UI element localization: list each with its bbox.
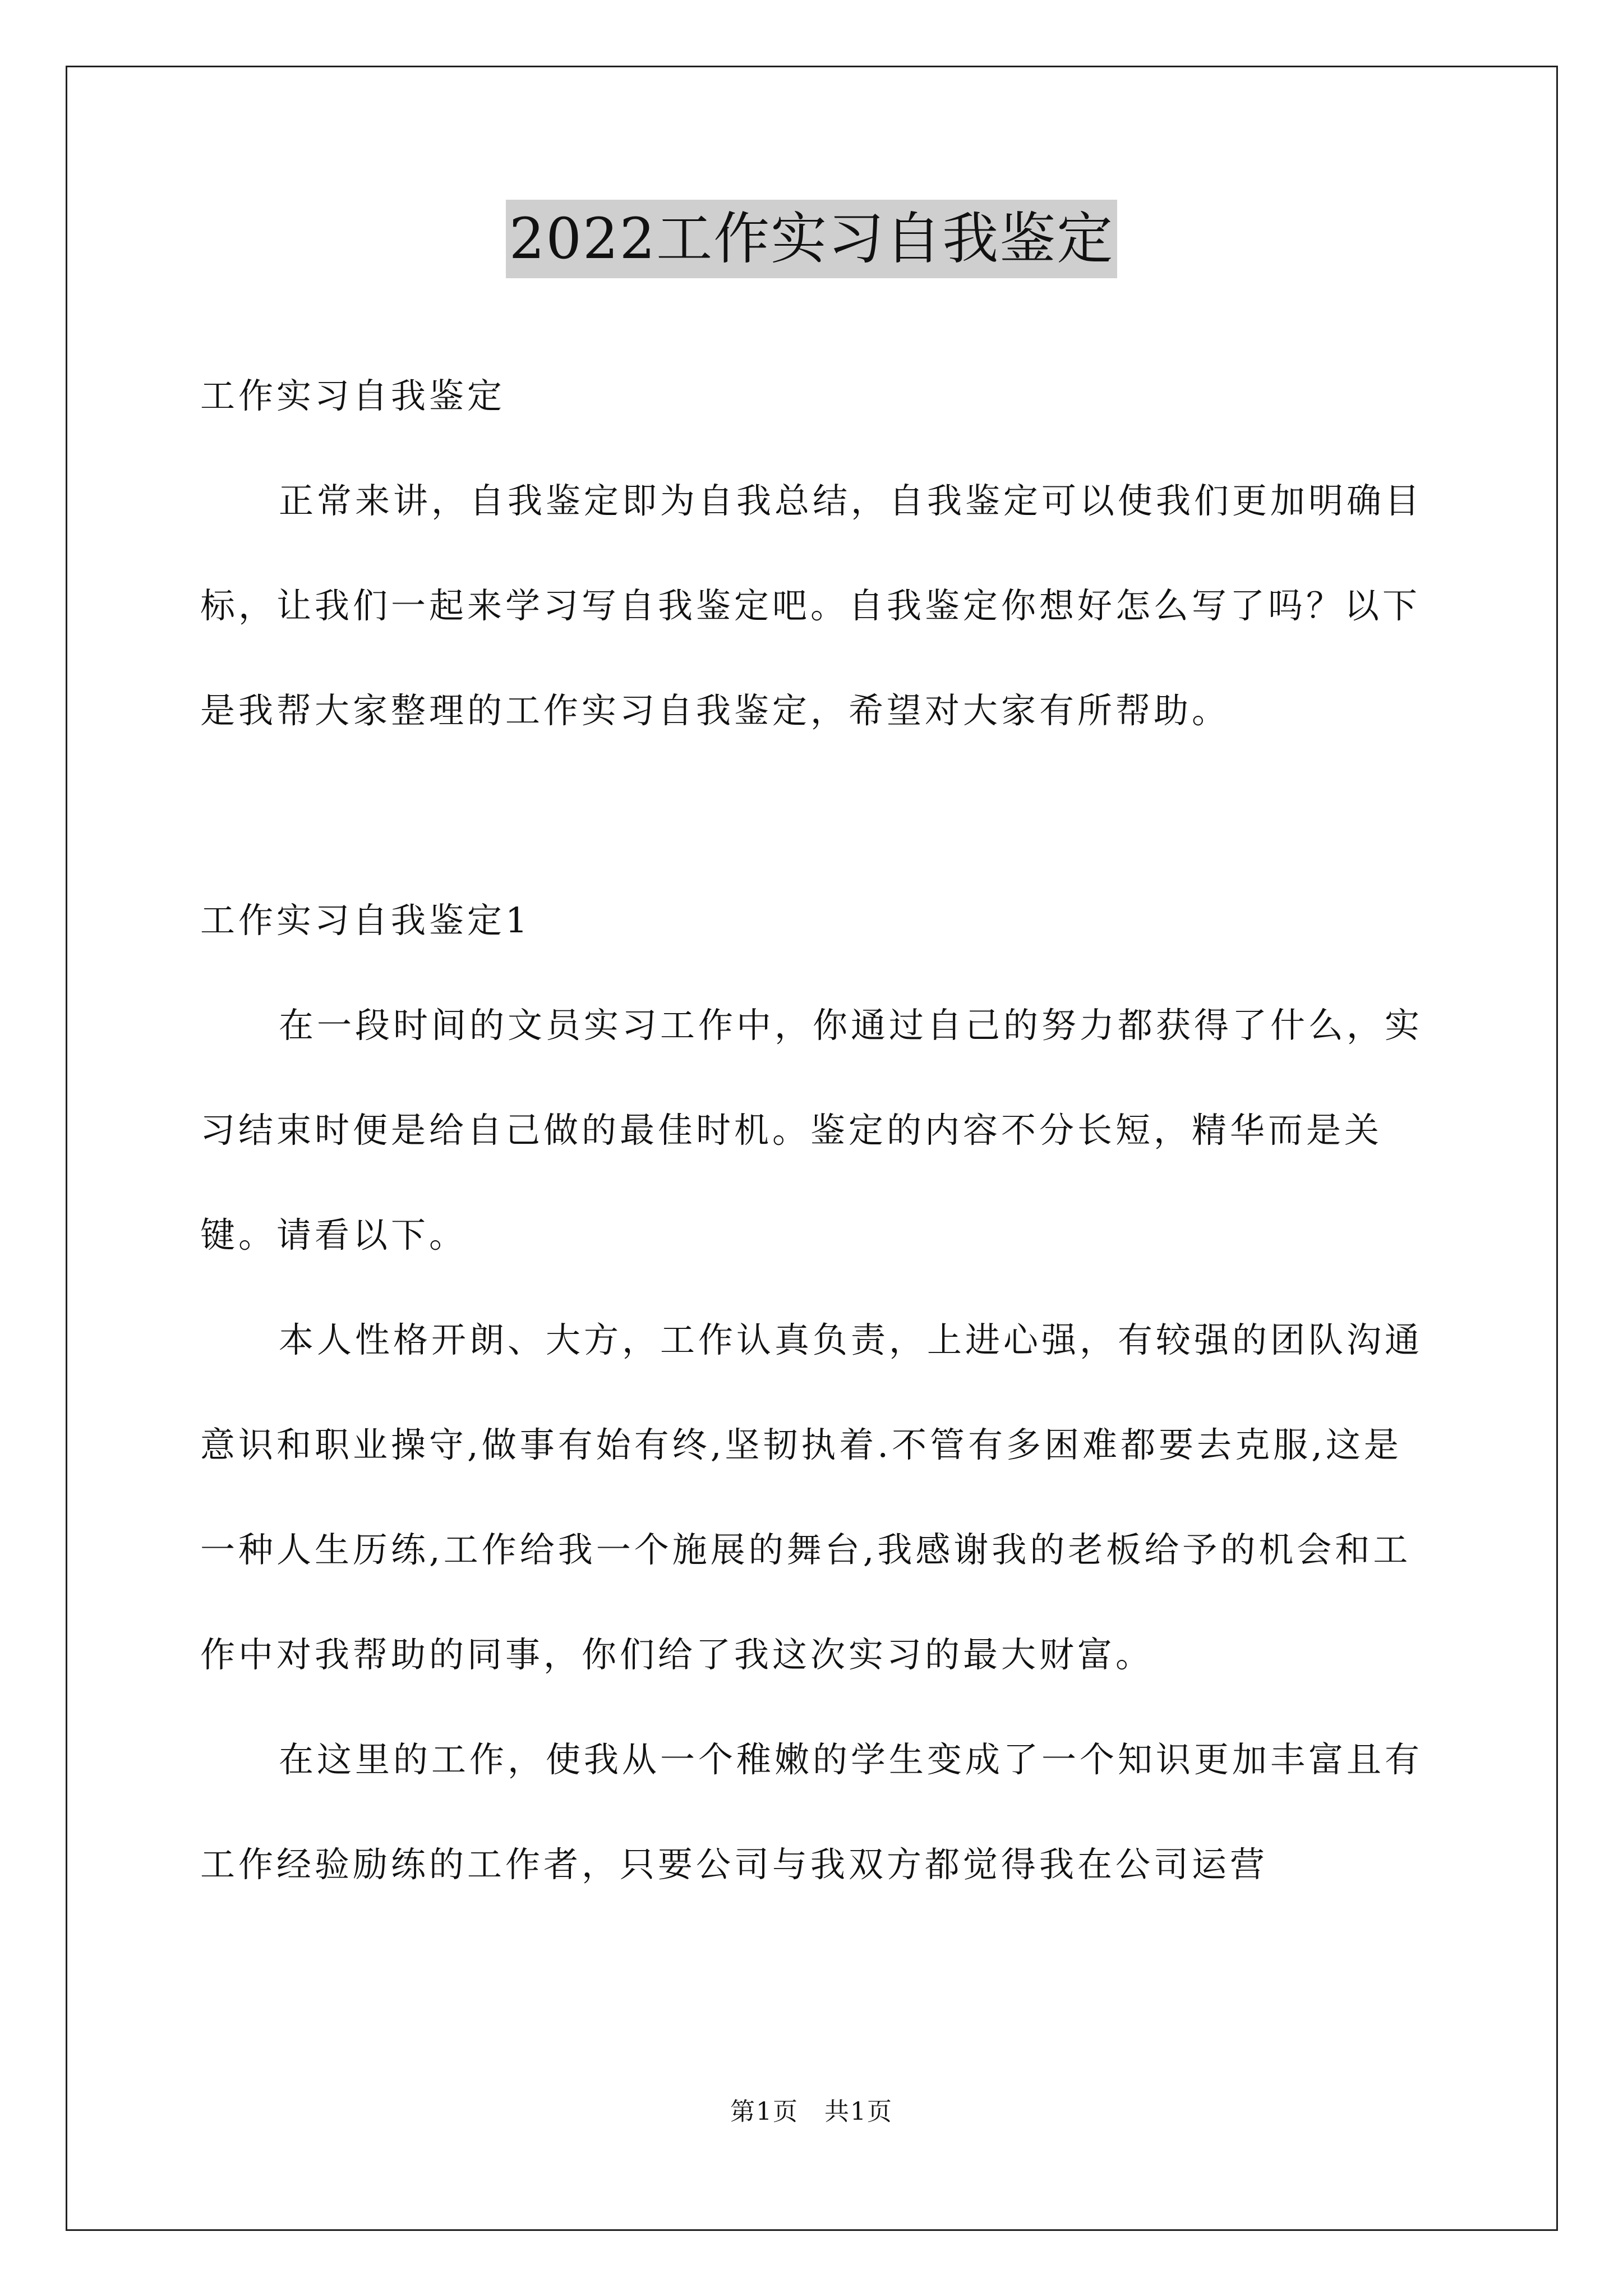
document-body <box>200 343 1428 1917</box>
body-paragraph: 在这里的工作，使我从一个稚嫩的学生变成了一个知识更加丰富且有工作经验励练的工作者，只要公司与我双方都觉得我在公司运营 <box>200 1739 1423 1885</box>
page-number-footer: 第1页 共1页 <box>730 2097 893 2126</box>
title-container <box>0 200 1623 278</box>
body-paragraph: 在一段时间的文员实习工作中，你通过自己的努力都获得了什么，实习结束时便是给自己做的最佳时机。鉴定的内容不分长短，精华而是关键。请看以下。 <box>200 1005 1423 1255</box>
body-paragraph: 本人性格开朗、大方，工作认真负责，上进心强，有较强的团队沟通意识和职业操守,做事有始有终,坚韧执着.不管有多困难都要去克服,这是一种人生历练,工作给我一个施展的舞台,我感谢我的老板给予的机会和工作中对我帮助的同事，你们给了我这次实习的最大财富。 <box>200 1319 1423 1675</box>
document-title: 2022工作实习自我鉴定 <box>506 200 1118 278</box>
section-heading: 工作实习自我鉴定1 <box>200 900 531 941</box>
section-heading: 工作实习自我鉴定 <box>200 375 506 416</box>
paragraph-spacer <box>200 763 1428 868</box>
intro-paragraph: 正常来讲，自我鉴定即为自我总结，自我鉴定可以使我们更加明确目标，让我们一起来学习写自我鉴定吧。自我鉴定你想好怎么写了吗？以下是我帮大家整理的工作实习自我鉴定，希望对大家有所帮助。 <box>200 480 1423 731</box>
